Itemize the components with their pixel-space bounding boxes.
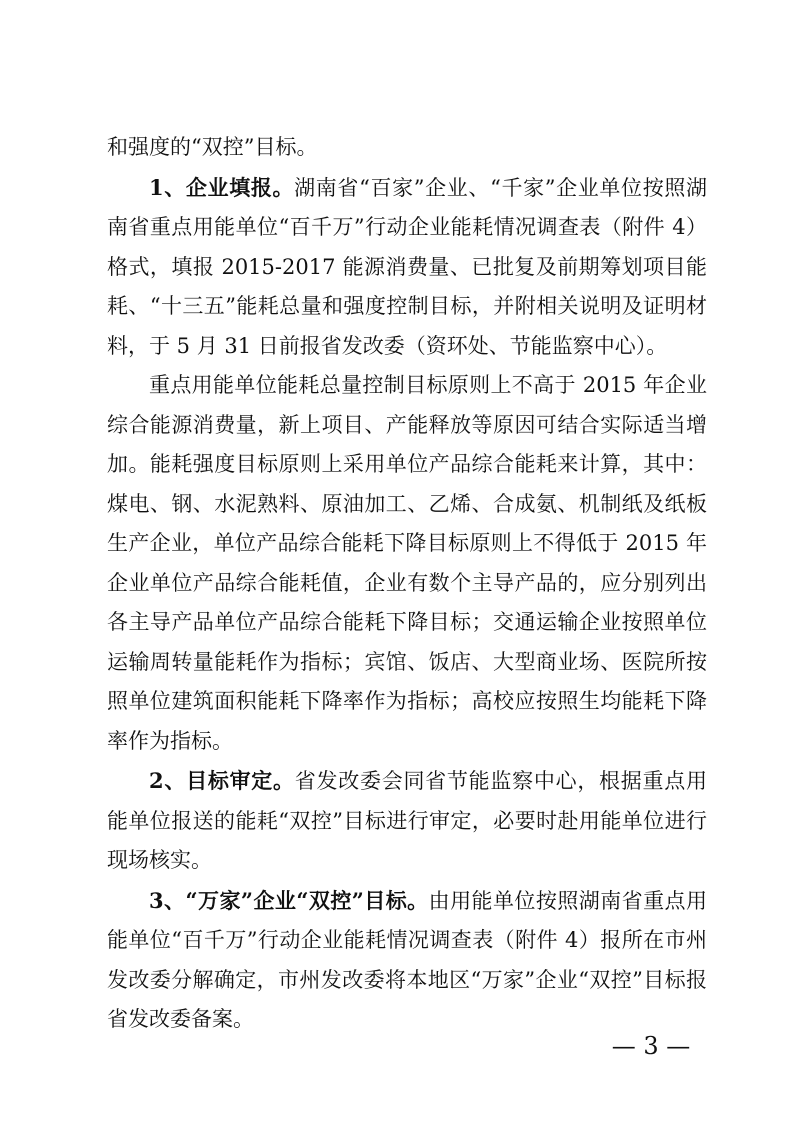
- document-body: [107, 128, 707, 1040]
- paragraph-target-review: [107, 761, 707, 881]
- page-number: — 3 —: [611, 1032, 691, 1060]
- paragraph-text: 湖南省“百家”企业、“千家”企业单位按照湖南省重点用能单位“百千万”行动企业能耗情况调查表（附件 4）格式，填报 2015-2017 能源消费量、已批复及前期筹划项目能耗、“十三五”能耗总量和强度控制目标，并附相关说明及证明材料，于 5 月 31 日前报省发改委（资环处、节能监察中心）。: [107, 175, 707, 358]
- paragraph-continuation: [107, 128, 707, 168]
- section-heading-enterprise-reporting: 1、企业填报。: [149, 174, 295, 200]
- paragraph-control-targets: [107, 366, 707, 761]
- paragraph-wanjia-targets: [107, 881, 707, 1040]
- section-heading-wanjia-targets: 3、“万家”企业“双控”目标。: [149, 887, 429, 913]
- paragraph-text: 和强度的“双控”目标。: [107, 135, 318, 159]
- paragraph-text: 省发改委会同省节能监察中心，根据重点用能单位报送的能耗“双控”目标进行审定，必要时赴用能单位进行现场核实。: [107, 769, 707, 872]
- paragraph-text: 由用能单位按照湖南省重点用能单位“百千万”行动企业能耗情况调查表（附件 4）报所在市州发改委分解确定，市州发改委将本地区“万家”企业“双控”目标报省发改委备案。: [107, 888, 708, 1031]
- paragraph-enterprise-reporting: [107, 168, 707, 367]
- paragraph-text: 重点用能单位能耗总量控制目标原则上不高于 2015 年企业综合能源消费量，新上项目、产能释放等原因可结合实际适当增加。能耗强度目标原则上采用单位产品综合能耗来计算，其中：煤电、钢、水泥熟料、原油加工、乙烯、合成氨、机制纸及纸板生产企业，单位产品综合能耗下降目标原则上不得低于 2015 年企业单位产品综合能耗值，企业有数个主导产品的，应分别列出各主导产品单位产品综合能耗下降目标；交通运输企业按照单位运输周转量能耗作为指标；宾馆、饭店、大型商业场、医院所按照单位建筑面积能耗下降率作为指标；高校应按照生均能耗下降率作为指标。: [107, 373, 707, 753]
- section-heading-target-review: 2、目标审定。: [149, 768, 295, 793]
